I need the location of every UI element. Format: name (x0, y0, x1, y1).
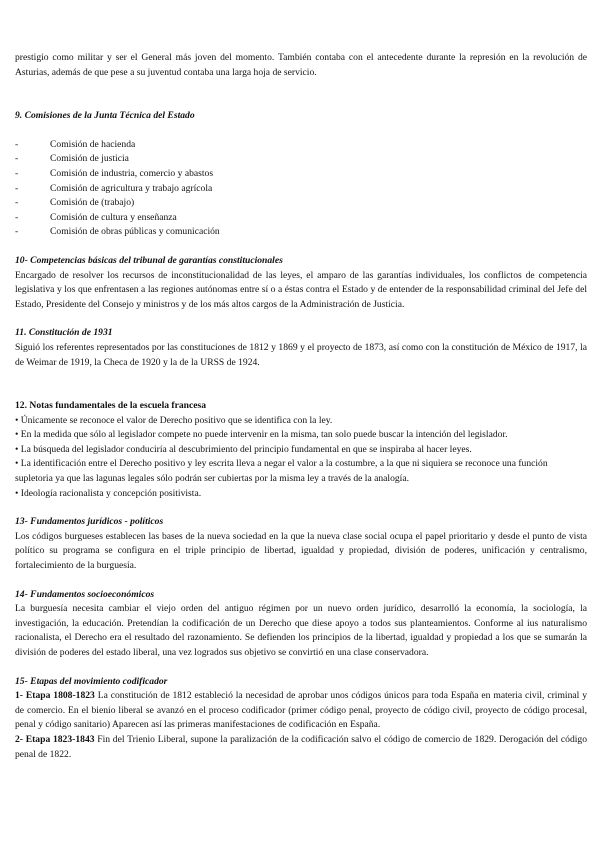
list-item: • Únicamente se reconoce el valor de Derecho positivo que se identifica con la ley. (15, 414, 333, 426)
list-item: - Comisión de industria, comercio y abastos (15, 167, 214, 179)
list-item: - Comisión de justicia (15, 153, 129, 165)
list-item: - Comisión de cultura y enseñanza (15, 211, 177, 223)
section-15-stage-2 (15, 733, 587, 762)
section-14-heading: 14- Fundamentos socioeconómicos (15, 588, 155, 600)
section-12-heading: 12. Notas fundamentales de la escuela francesa (15, 400, 207, 412)
section-15-heading: 15- Etapas del movimiento codificador (15, 675, 168, 687)
list-item: - Comisión de (trabajo) (15, 197, 135, 209)
list-item: • Ideología racionalista y concepción positivista. (15, 487, 202, 499)
list-item: - Comisión de obras públicas y comunicación (15, 226, 220, 238)
document-page (15, 51, 587, 762)
section-10-paragraph: Encargado de resolver los recursos de inconstitucionalidad de las leyes, el amparo de las garantías individuales, los conflictos de competencia legislativa y los que enfrentasen a las regiones autónomas entre sí o a éstas contra el Estado y de entender de la responsabilidad criminal del Jefe del Estado, Presidente del Consejo y ministros y de los más altos cargos de la Administración de Justicia. (15, 269, 587, 310)
section-15-stage-1 (15, 689, 587, 733)
intro-paragraph: prestigio como militar y ser el General más joven del momento. También contaba con el antecedente durante la represión en la revolución de Asturias, además de que pese a su juventud contaba una larga hoja de servicio. (15, 52, 587, 78)
list-item: - Comisión de hacienda (15, 138, 136, 150)
section-9-list (15, 138, 587, 240)
section-13-paragraph: Los códigos burgueses establecen las bases de la nueva sociedad en la que la nueva clase social ocupa el papel prioritario y desde el punto de vista político su programa se configura en el triple principio de libertad, igualdad y propiedad, división de poderes, unificación y centralismo, fortalecimiento de la burguesía. (15, 530, 587, 572)
section-10-heading: 10- Competencias básicas del tribunal de garantías constitucionales (15, 254, 283, 266)
stage-2-label: 2- Etapa 1823-1843 (15, 733, 95, 745)
stage-2-text: Fin del Trienio Liberal, supone la paralización de la codificación salvo el código de comercio de 1829. Derogación del código penal de 1822. (15, 733, 587, 760)
stage-1-label: 1- Etapa 1808-1823 (15, 690, 95, 702)
section-11-heading: 11. Constitución de 1931 (15, 327, 113, 339)
list-item: • La identificación entre el Derecho positivo y ley escrita lleva a negar el valor a la costumbre, a la que ni siquiera se reconoce una función supletoria ya que las lagunas legales sólo podrán ser cubiertas por la misma ley a través de la analogía. (15, 458, 548, 485)
section-13-heading: 13- Fundamentos jurídicos - políticos (15, 516, 164, 528)
section-9-heading: 9. Comisiones de la Junta Técnica del Estado (15, 110, 195, 122)
section-14-paragraph: La burguesía necesita cambiar el viejo orden del antiguo régimen por un nuevo orden jurídico, desarrolló la economía, la sociología, la investigación, la educación. Pretendían la codificación de un Derecho que diese apoyo a todos sus planteamientos. Conforme al ius naturalismo racionalista, el Derecho era el resultado del razonamiento. Se defienden los principios de la libertad, igualdad y propiedad a los que se sumarán la división de poderes del estado liberal, una vez logrados sus objetivo se convirtió en una clase conservadora. (15, 603, 587, 658)
list-item: - Comisión de agricultura y trabajo agrícola (15, 182, 213, 194)
stage-1-text: La constitución de 1812 estableció la necesidad de aprobar unos códigos únicos para toda España en materia civil, criminal y de comercio. En el bienio liberal se avanzó en el proceso codificador (primer código penal, proyecto de código civil, proyecto de código procesal, penal y código sanitario) Aparecen así las primeras manifestaciones de codificación en España. (15, 690, 587, 731)
list-item: • La búsqueda del legislador conduciría al descubrimiento del principio fundamental en que se inspiraba al hacer leyes. (15, 443, 472, 455)
section-12-list (15, 414, 587, 502)
section-11-paragraph: Siguió los referentes representados por las constituciones de 1812 y 1869 y el proyecto de 1873, así como con la constitución de México de 1917, la de Weimar de 1919, la Checa de 1920 y la de la URSS de 1924. (15, 341, 587, 368)
list-item: • En la medida que sólo al legislador compete no puede intervenir en la misma, tan solo puede buscar la intención del legislador. (15, 429, 508, 441)
